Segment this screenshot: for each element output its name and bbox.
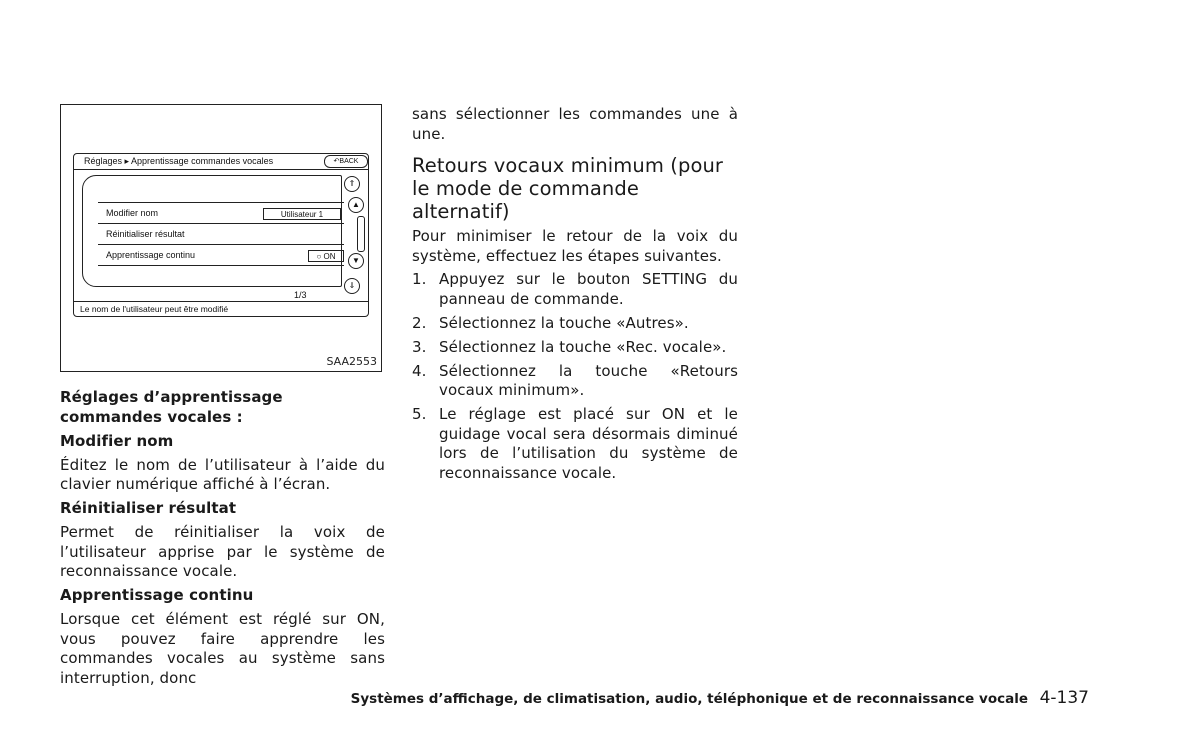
scroll-up-double-icon: ⇑ — [344, 176, 360, 192]
display-screen-illustration — [73, 153, 369, 317]
step-text: Sélectionnez la touche «Autres». — [439, 313, 689, 332]
menu-row-apprentissage-continu — [98, 245, 344, 266]
step-item — [412, 405, 738, 483]
menu-row-blank — [98, 182, 344, 203]
continuation-text: sans sélectionner les commandes une à une. — [412, 105, 738, 143]
step-text: Sélectionnez la touche «Retours vocaux minimum». — [439, 361, 738, 399]
screen-title-bar — [74, 154, 368, 170]
back-label: BACK — [339, 158, 359, 165]
section-heading-retours-vocaux: Retours vocaux minimum (pour le mode de commande alternatif) — [412, 154, 724, 223]
step-item — [412, 270, 738, 309]
step-item — [412, 362, 738, 401]
menu-row-label: Apprentissage continu — [106, 250, 196, 260]
step-text: Sélectionnez la touche «Rec. vocale». — [439, 337, 727, 356]
figure-code: SAA2553 — [326, 355, 377, 368]
scroll-down-icon: ▼ — [348, 253, 364, 269]
section-heading: Réglages d’apprentissage commandes vocales : — [60, 388, 283, 426]
menu-row-reinitialiser — [98, 224, 344, 245]
subsection-body-apprentissage-continu: Lorsque cet élément est réglé sur ON, vous pouvez faire apprendre les commandes vocales au système sans interruption, donc — [60, 610, 385, 687]
figure-illustration — [60, 104, 382, 372]
step-number: 4. — [412, 361, 427, 380]
menu-row-modifier-nom — [98, 203, 344, 224]
screen-menu-list — [82, 175, 342, 287]
screen-title: Réglages ▸ Apprentissage commandes vocales — [84, 156, 274, 166]
subsection-body-modifier-nom: Éditez le nom de l’utilisateur à l’aide du clavier numérique affiché à l’écran. — [60, 455, 385, 493]
step-number: 5. — [412, 405, 427, 423]
menu-row-label: Réinitialiser résultat — [106, 229, 185, 239]
subsection-body-reinitialiser: Permet de réinitialiser la voix de l’utilisateur apprise par le système de reconnaissance vocale. — [60, 523, 385, 580]
step-text: Appuyez sur le bouton SETTING du panneau de commande. — [439, 270, 738, 308]
right-column — [412, 105, 738, 488]
screen-status-bar — [74, 301, 368, 317]
intro-text: Pour minimiser le retour de la voix du système, effectuez les étapes suivantes. — [412, 227, 738, 265]
on-label: ON — [323, 252, 336, 261]
scroll-down-double-icon: ⇓ — [344, 278, 360, 294]
username-value-box: Utilisateur 1 — [263, 208, 341, 220]
step-number: 2. — [412, 313, 427, 332]
page-number: 4-137 — [1039, 688, 1089, 708]
step-number: 1. — [412, 270, 427, 288]
scrollbar-track — [357, 216, 365, 252]
menu-row-label: Modifier nom — [106, 208, 159, 218]
page-indicator: 1/3 — [294, 290, 307, 300]
step-item — [412, 314, 738, 334]
back-button: ↶BACK — [324, 155, 368, 168]
subsection-title-apprentissage-continu: Apprentissage continu — [60, 586, 254, 604]
screen-status-text: Le nom de l'utilisateur peut être modifié — [80, 304, 229, 314]
subsection-title-reinitialiser: Réinitialiser résultat — [60, 499, 237, 517]
footer-chapter-title: Systèmes d’affichage, de climatisation, audio, téléphonique et de reconnaissance vocale — [350, 691, 1028, 707]
step-item — [412, 338, 738, 358]
step-text: Le réglage est placé sur ON et le guidage vocal sera désormais diminué lors de l’utilisation du système de reconnaissance vocale. — [439, 405, 738, 482]
on-indicator — [308, 250, 344, 262]
step-number: 3. — [412, 337, 427, 356]
subsection-title-modifier-nom: Modifier nom — [60, 431, 174, 450]
left-column — [60, 388, 385, 693]
steps-list — [412, 270, 738, 483]
scroll-up-icon: ▲ — [348, 197, 364, 213]
indicator-dot-icon: ○ — [316, 252, 324, 261]
